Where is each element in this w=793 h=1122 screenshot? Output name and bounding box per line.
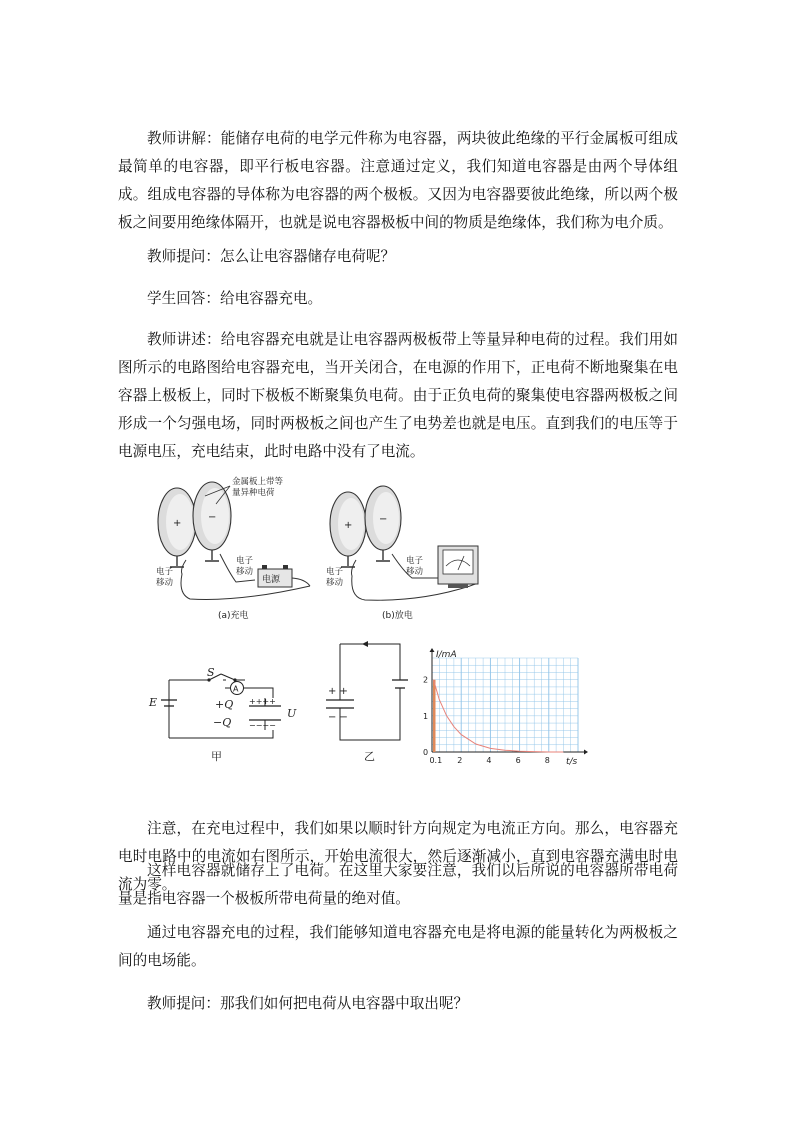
x-tick-label: 6: [515, 756, 521, 765]
x-axis-arrow: [584, 750, 588, 755]
x-tick-label: 4: [486, 756, 492, 765]
paragraph-note-current: 注意，在充电过程中，我们如果以顺时针方向规定为电流正方向。那么，电容器充电时电路中的电流如右图所示，开始电流很大，然后逐渐减小，直到电容器充满电时电流为零。: [118, 820, 678, 893]
electron-move-b2a: 电子: [406, 556, 424, 566]
initial-current-bar: [433, 680, 436, 752]
paragraph-energy: 通过电容器充电的过程，我们能够知道电容器充电是将电源的能量转化为两极板之间的电场能。: [118, 924, 678, 969]
y-tick-label: 1: [423, 711, 429, 721]
circuit-yi: [320, 636, 410, 770]
s-label: S: [207, 666, 215, 679]
y-axis-arrow: [430, 648, 435, 652]
circuit-jia: [145, 666, 305, 770]
annotation-line2: 量异种电荷: [232, 488, 275, 498]
plus-marks: + +: [328, 686, 348, 697]
plate-minus-b: −: [379, 514, 388, 525]
y-axis-label: I/mA: [436, 650, 457, 660]
caption-jia: 甲: [211, 750, 222, 763]
x-tick-label: 0.1: [429, 756, 443, 765]
electron-move-2a: 电子: [236, 556, 254, 566]
paragraph-charge-stored: 这样电容器就储存上了电荷。在这里大家要注意，我们以后所说的电容器所带电荷量是指电容器一个极板所带电荷量的绝对值。: [118, 862, 678, 907]
x-tick-label: 8: [544, 756, 550, 765]
ammeter-label: A: [233, 684, 239, 694]
electron-move-b2b: 移动: [406, 567, 424, 577]
paragraph-teacher-question-2: 教师提问：那我们如何把电荷从电容器中取出呢？: [147, 995, 469, 1012]
plate-minus: −: [208, 512, 217, 523]
u-label: U: [287, 707, 297, 720]
electron-move-b1b: 移动: [326, 578, 344, 588]
y-tick-label: 2: [423, 675, 429, 685]
e-label: E: [149, 696, 158, 709]
figure-charging: [150, 474, 320, 624]
y-tick-label: 0: [423, 748, 429, 757]
caption-charging: (a)充电: [218, 611, 249, 621]
paragraph-teacher-question-1: 教师提问：怎么让电容器储存电荷呢？: [147, 248, 396, 265]
annotation-line1: 金属板上带等: [232, 477, 284, 487]
paragraph-student-answer: 学生回答：给电容器充电。: [147, 290, 323, 307]
power-label: 电源: [262, 575, 281, 585]
caption-discharging: (b)放电: [382, 611, 413, 621]
paragraph-teacher-explain: 教师讲解：能储存电荷的电学元件称为电容器，两块彼此绝缘的平行金属板可组成最简单的电容器，即平行板电容器。注意通过定义，我们知道电容器是由两个导体组成。组成电容器的导体称为电容器的两个极板。又因为电容器要彼此绝缘，所以两个极板之间要用绝缘体隔开，也就是说电容器极板中间的物质是绝缘体，我们称为电介质。: [118, 130, 678, 231]
current-time-chart: [418, 648, 588, 770]
chart-grid: [432, 658, 578, 752]
plates-top: ++++: [249, 697, 276, 706]
paragraph-teacher-narrate: 教师讲述：给电容器充电就是让电容器两极板带上等量异种电荷的过程。我们用如图所示的电路图给电容器充电，当开关闭合，在电源的作用下，正电荷不断地聚集在电容器上极板上，同时下极板不断聚集负电荷。由于正负电荷的聚集使电容器两极板之间形成一个匀强电场，同时两极板之间也产生了电势差也就是电压。直到我们的电压等于电源电压，充电结束，此时电路中没有了电流。: [118, 331, 678, 460]
neg-q-label: −Q: [213, 716, 232, 729]
electron-move-1b: 移动: [156, 578, 174, 588]
x-axis-label: t/s: [566, 757, 578, 767]
figure-discharging: [320, 486, 490, 626]
minus-marks: − −: [328, 712, 348, 723]
plate-plus: +: [173, 518, 182, 529]
x-tick-label: 2: [457, 756, 463, 765]
electron-move-b1a: 电子: [326, 567, 344, 577]
plate-plus-b: +: [344, 520, 353, 531]
plates-bottom: −−−−: [249, 721, 276, 730]
electron-move-2b: 移动: [236, 567, 254, 577]
pos-q-label: +Q: [215, 698, 234, 711]
caption-yi: 乙: [364, 750, 375, 763]
electron-move-1a: 电子: [156, 567, 174, 577]
